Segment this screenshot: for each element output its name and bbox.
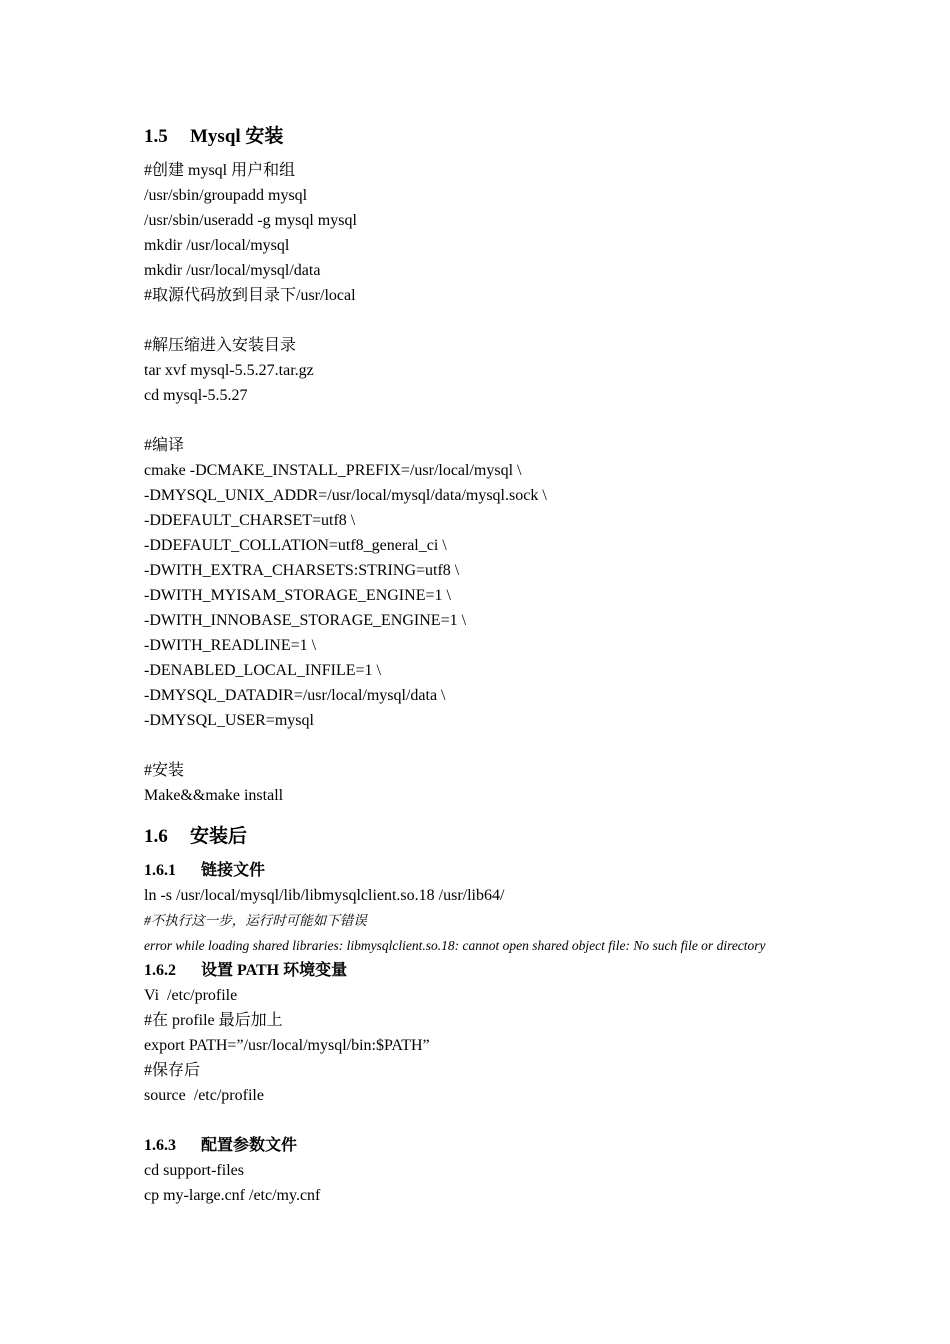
text-line: tar xvf mysql-5.5.27.tar.gz (144, 362, 314, 379)
text-line: /usr/sbin/groupadd mysql (144, 187, 308, 204)
text-line: #创建 mysql 用户和组 (144, 162, 296, 179)
italic-note: error while loading shared libraries: libmysqlclient.so.18: cannot open shared object file: No such file or directory (144, 938, 766, 953)
section-body-1-5 (144, 158, 844, 808)
subsection-number: 1.6.1 (144, 862, 176, 879)
text-line: -DDEFAULT_COLLATION=utf8_general_ci \ (144, 537, 447, 554)
text-line: #保存后 (144, 1062, 201, 1079)
text-line: -DWITH_EXTRA_CHARSETS:STRING=utf8 \ (144, 562, 460, 579)
text-line: cmake -DCMAKE_INSTALL_PREFIX=/usr/local/mysql \ (144, 462, 522, 479)
text-line: -DMYSQL_USER=mysql (144, 712, 314, 729)
subsection-title: 配置参数文件 (201, 1137, 298, 1154)
text-line: /usr/sbin/useradd -g mysql mysql (144, 212, 357, 229)
text-line: -DDEFAULT_CHARSET=utf8 \ (144, 512, 356, 529)
text-line: source /etc/profile (144, 1087, 264, 1104)
text-line: Make&&make install (144, 787, 284, 804)
text-line: #安装 (144, 762, 185, 779)
blank-line (144, 733, 844, 758)
text-line: Vi /etc/profile (144, 987, 238, 1004)
subsection-number: 1.6.3 (144, 1137, 176, 1154)
text-line: -DWITH_READLINE=1 \ (144, 637, 317, 654)
text-line: cp my-large.cnf /etc/my.cnf (144, 1187, 321, 1204)
italic-note: #不执行这一步，运行时可能如下错误 (144, 913, 367, 928)
text-line: #在 profile 最后加上 (144, 1012, 283, 1029)
text-line: ln -s /usr/local/mysql/lib/libmysqlclient.so.18 /usr/lib64/ (144, 887, 505, 904)
text-line: #取源代码放到目录下/usr/local (144, 287, 356, 304)
text-line: -DMYSQL_UNIX_ADDR=/usr/local/mysql/data/mysql.sock \ (144, 487, 547, 504)
text-line: #解压缩进入安装目录 (144, 337, 297, 354)
section-heading-1-6 (144, 824, 844, 849)
blank-line (144, 308, 844, 333)
text-line: -DWITH_INNOBASE_STORAGE_ENGINE=1 \ (144, 612, 467, 629)
section-number: 1.5 (144, 126, 168, 147)
subsection-heading-1-6-3 (144, 1133, 844, 1158)
subsection-heading-1-6-2 (144, 958, 844, 983)
text-line: cd mysql-5.5.27 (144, 387, 248, 404)
section-title: Mysql 安装 (190, 126, 284, 147)
subsection-heading-1-6-1 (144, 858, 844, 883)
text-line: mkdir /usr/local/mysql/data (144, 262, 321, 279)
text-line: #编译 (144, 437, 185, 454)
subsection-title: 链接文件 (201, 862, 266, 879)
section-heading-1-5 (144, 124, 844, 149)
text-line: export PATH=”/usr/local/mysql/bin:$PATH” (144, 1037, 430, 1054)
text-line: -DWITH_MYISAM_STORAGE_ENGINE=1 \ (144, 587, 451, 604)
text-line: -DMYSQL_DATADIR=/usr/local/mysql/data \ (144, 687, 446, 704)
text-line: cd support-files (144, 1162, 244, 1179)
subsection-number: 1.6.2 (144, 962, 176, 979)
section-title: 安装后 (190, 826, 248, 847)
text-line: -DENABLED_LOCAL_INFILE=1 \ (144, 662, 381, 679)
document-page (144, 124, 844, 1208)
text-line: mkdir /usr/local/mysql (144, 237, 290, 254)
section-number: 1.6 (144, 826, 168, 847)
blank-line (144, 408, 844, 433)
blank-line (144, 1108, 844, 1133)
subsection-title: 设置 PATH 环境变量 (201, 962, 348, 979)
